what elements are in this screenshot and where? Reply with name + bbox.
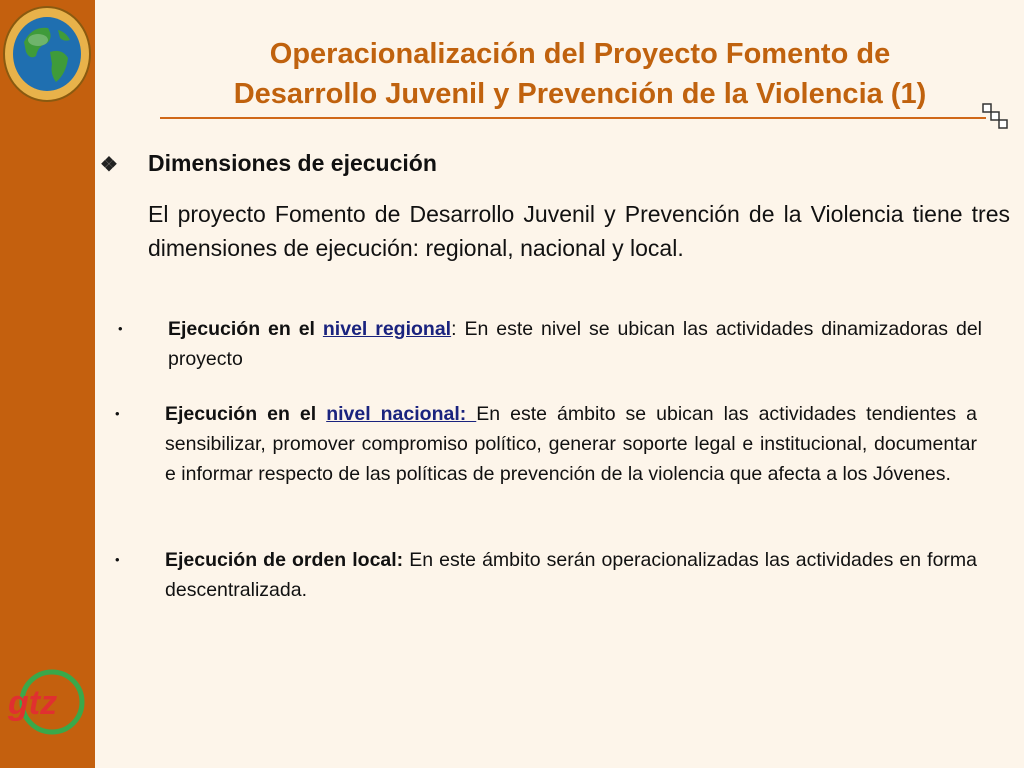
list-item-regional bbox=[118, 314, 983, 374]
bullet-lead: Ejecución en el bbox=[168, 318, 323, 340]
title-underline bbox=[160, 117, 986, 119]
bullet-dot-icon: • bbox=[115, 552, 120, 567]
globe-logo bbox=[2, 4, 92, 104]
slide-title-line-2: Desarrollo Juvenil y Prevención de la Violencia (1) bbox=[233, 78, 927, 110]
slide-title bbox=[150, 34, 1010, 114]
diamond-bullet-icon: ❖ bbox=[100, 154, 118, 176]
corner-squares-icon bbox=[982, 103, 1008, 131]
intro-paragraph: El proyecto Fomento de Desarrollo Juvenil y Prevención de la Violencia tiene tres dimensiones de ejecución: regional, nacional y local. bbox=[148, 201, 1010, 261]
bullet-body: : En este nivel se ubican las actividades dinamizadoras del proyecto bbox=[168, 318, 983, 370]
svg-text:gtz: gtz bbox=[8, 684, 58, 722]
gtz-logo bbox=[2, 668, 92, 738]
section-heading-text: Dimensiones de ejecución bbox=[148, 150, 437, 176]
bullet-lead: Ejecución de orden local: bbox=[165, 549, 404, 571]
bullet-body: En este ámbito serán operacionalizadas las actividades en forma descentralizada. bbox=[165, 549, 977, 601]
bullet-dot-icon: • bbox=[115, 406, 120, 421]
sidebar-band bbox=[0, 0, 95, 768]
bullet-lead: Ejecución en el bbox=[165, 403, 327, 425]
bullet-dot-icon: • bbox=[118, 321, 123, 336]
bullet-body: En este ámbito se ubican las actividades tendientes a sensibilizar, promover compromiso político, generar soporte legal e institucional, documentar e informar respecto de las políticas de prevención de la violencia que afecta a los Jóvenes. bbox=[165, 403, 977, 485]
link-nivel-nacional[interactable]: nivel nacional: bbox=[326, 403, 477, 425]
slide-title-line-1: Operacionalización del Proyecto Fomento de bbox=[269, 38, 891, 70]
list-item-local bbox=[115, 545, 977, 605]
list-item-nacional bbox=[115, 399, 977, 489]
link-nivel-regional[interactable]: nivel regional bbox=[322, 318, 452, 340]
section-heading bbox=[100, 149, 437, 179]
